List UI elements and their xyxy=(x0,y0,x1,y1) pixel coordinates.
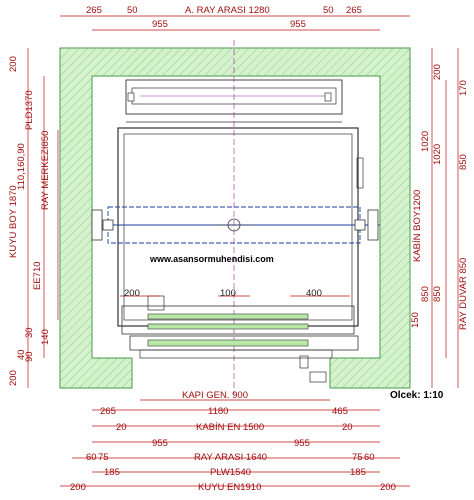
top-dim-265-right: 265 xyxy=(346,5,362,16)
right-dim-1020-a: 1020 xyxy=(420,130,431,152)
door-assembly xyxy=(122,296,358,382)
left-dim-200-bottom: 200 xyxy=(8,370,19,386)
left-dim-40: 40 xyxy=(16,349,27,360)
right-dim-170: 170 xyxy=(458,80,469,96)
top-dim-50-right: 50 xyxy=(323,5,334,16)
bottom-plw: PLW1540 xyxy=(210,467,252,478)
left-rail-center: RAY MERKEZI850 xyxy=(40,130,51,210)
top-rail-gap: A. RAY ARASI 1280 xyxy=(185,5,270,16)
guide-rails xyxy=(92,207,380,243)
bottom-dim-75-right: 75 xyxy=(352,452,363,463)
inner-dim-200: 200 xyxy=(124,288,140,299)
right-dim-850-c: 850 xyxy=(432,286,443,302)
bottom-dim-185-left: 185 xyxy=(104,467,120,478)
top-dim-265-left: 265 xyxy=(86,5,102,16)
bottom-dim-20-right: 20 xyxy=(342,422,353,433)
right-dim-200: 200 xyxy=(432,64,443,80)
top-dim-955-right: 955 xyxy=(290,19,306,30)
right-cabin-depth: KABİN BOY1200 xyxy=(412,189,423,262)
left-dim-90: 90 xyxy=(24,351,35,362)
cabin-width: KABİN EN 1500 xyxy=(196,422,265,433)
bottom-dim-1180: 1180 xyxy=(208,406,229,417)
bottom-dim-265: 265 xyxy=(100,406,116,417)
bottom-dim-75-left: 75 xyxy=(98,452,109,463)
scale-label: Olcek: 1:10 xyxy=(390,390,444,401)
right-dim-850-a: 850 xyxy=(458,154,469,170)
right-dim-1020-b: 1020 xyxy=(432,143,443,165)
right-dim-850-b: 850 xyxy=(420,286,431,302)
bottom-dim-465: 465 xyxy=(332,406,348,417)
bottom-dim-60-right: 60 xyxy=(364,452,375,463)
left-dim-200-top: 200 xyxy=(8,56,19,72)
watermark: www.asansormuhendisi.com xyxy=(150,254,274,264)
bottom-rail-gap: RAY ARASI 1640 xyxy=(194,452,268,463)
left-pld: PLD1370 xyxy=(24,90,35,130)
left-dim-30: 30 xyxy=(24,327,35,338)
left-shaft-depth: KUYU BOY 1870 xyxy=(8,185,19,258)
bottom-dim-955-right: 955 xyxy=(294,438,310,449)
left-ee: EE710 xyxy=(32,261,43,290)
bottom-dim-200-left: 200 xyxy=(70,482,86,493)
bottom-dim-60: 60 xyxy=(86,452,97,463)
door-width: KAPI GEN. 900 xyxy=(182,390,249,401)
left-dim-140: 140 xyxy=(40,329,51,345)
shaft-width: KUYU EN1910 xyxy=(198,482,262,493)
bottom-dim-200-right: 200 xyxy=(380,482,396,493)
bottom-dim-955-left: 955 xyxy=(152,438,168,449)
bottom-dim-185-right: 185 xyxy=(350,467,366,478)
top-dim-50-left: 50 xyxy=(127,5,138,16)
right-rail-wall: RAY DUVAR 850 xyxy=(458,257,469,330)
right-dim-150: 150 xyxy=(410,312,421,328)
inner-dim-400: 400 xyxy=(306,288,322,299)
top-dim-955-left: 955 xyxy=(152,19,168,30)
left-dim-110: 110,160,90 xyxy=(16,143,27,190)
inner-dim-100: 100 xyxy=(220,288,236,299)
bottom-dim-20-left: 20 xyxy=(116,422,127,433)
